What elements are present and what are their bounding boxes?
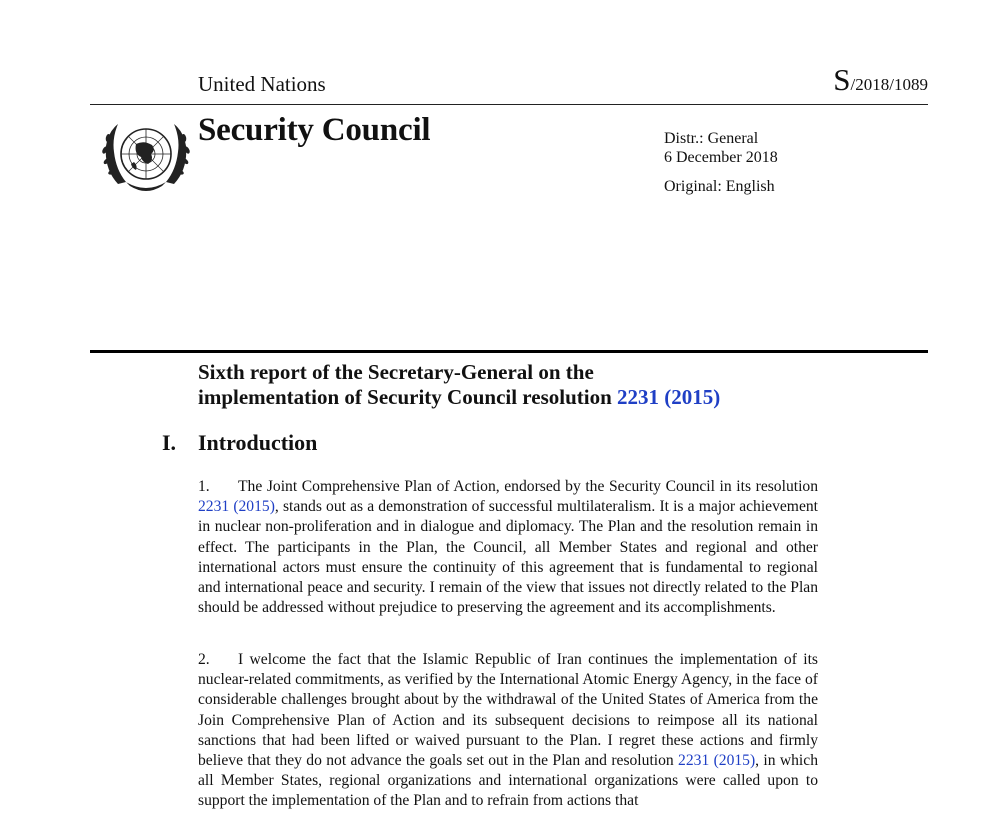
paragraph-2	[198, 650, 818, 812]
document-symbol	[833, 62, 928, 98]
organization-name: United Nations	[198, 72, 326, 96]
paragraph-number: 2.	[198, 651, 210, 668]
resolution-link[interactable]: 2231 (2015)	[198, 498, 275, 516]
distribution-label: Distr.: General	[664, 130, 759, 147]
document-date: 6 December 2018	[664, 149, 778, 166]
section-title: Introduction	[198, 430, 318, 455]
paragraph-1	[198, 477, 818, 618]
paragraph-number: 1.	[198, 478, 210, 495]
report-title-line-1: Sixth report of the Secretary-General on the	[198, 360, 594, 384]
council-name: Security Council	[198, 112, 431, 148]
report-title-line-2	[198, 385, 918, 410]
un-emblem-icon	[96, 114, 196, 198]
paragraph-text: , stands out as a demonstration of successful multilateralism. It is a major achievement in nuclear non-proliferation and in dialogue and diplomacy. The Plan and the resolution remain in effect. The participants in the Plan, the Council, all Member States and regional and other international actors must ensure the continuity of this agreement that is fundamental to regional and international peace and security. I remain of the view that issues not directly related to the Plan should be addressed without prejudice to preserving the agreement and its accomplishments.	[198, 498, 818, 617]
title-divider	[90, 350, 928, 353]
section-number: I.	[162, 430, 177, 455]
symbol-number: /2018/1089	[850, 75, 928, 94]
original-language: Original: English	[664, 178, 775, 195]
distribution-block	[664, 129, 778, 167]
paragraph-text: The Joint Comprehensive Plan of Action, endorsed by the Security Council in its resolution	[238, 478, 818, 495]
resolution-link[interactable]: 2231 (2015)	[617, 385, 721, 409]
report-title-text: implementation of Security Council resolution	[198, 385, 618, 409]
paragraph-text: , in which all Member States, regional organizations and international organizations were called upon to support the implementation of the Plan and to refrain from actions that	[198, 752, 818, 810]
report-title	[198, 360, 918, 410]
header-divider	[90, 104, 928, 105]
symbol-letter: S	[833, 62, 851, 97]
resolution-link[interactable]: 2231 (2015)	[678, 752, 756, 770]
paragraph-text: I welcome the fact that the Islamic Republic of Iran continues the implementation of its nuclear-related commitments, as verified by the International Atomic Energy Agency, in the face of considerable challenges brought about by the withdrawal of the United States of America from the Join Comprehensive Plan of Action and its subsequent decisions to reimpose all its national sanctions that had been lifted or waived pursuant to the Plan. I regret these actions and firmly believe that they do not advance the goals set out in the Plan and resolution	[198, 651, 818, 770]
